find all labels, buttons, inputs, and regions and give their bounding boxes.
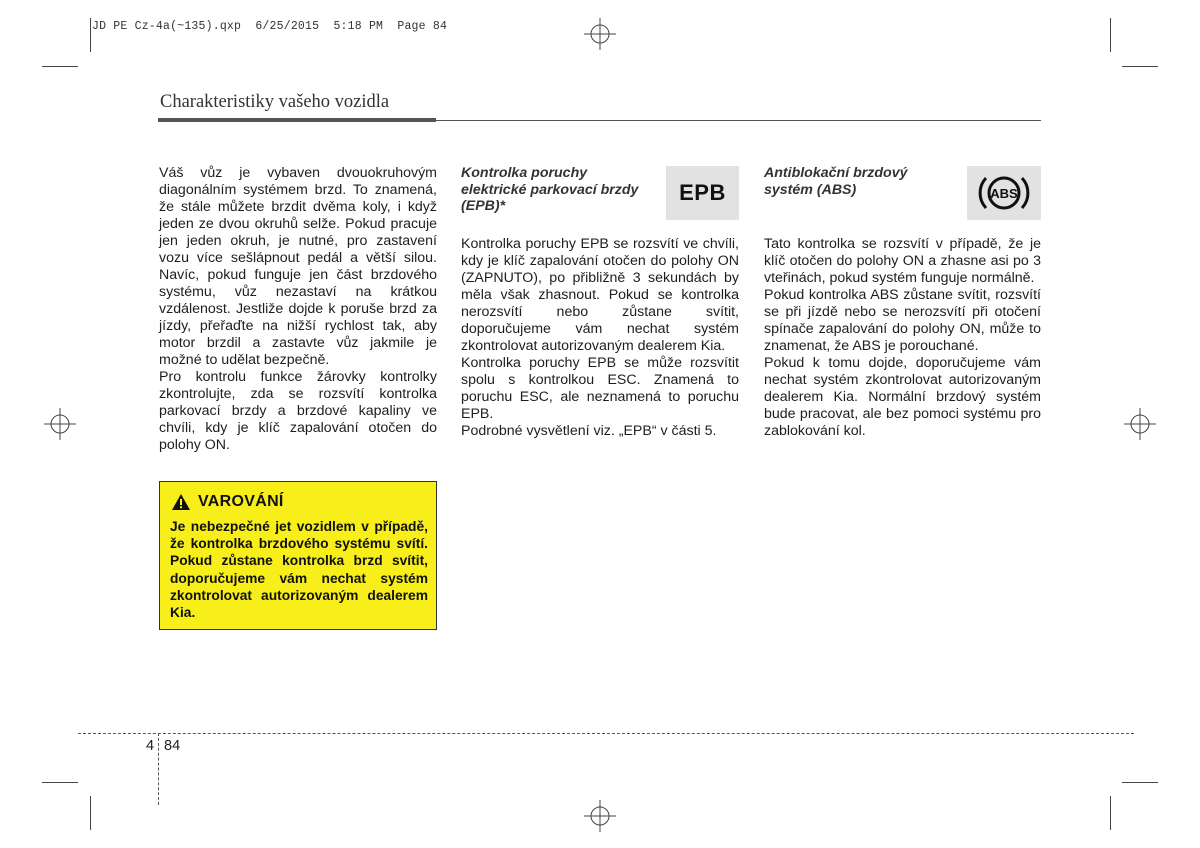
paragraph: Pro kontrolu funkce žárovky kontrolky zkontrolujte, zda se rozsvítí kontrolka parkovací brzdy a brzdové kapaliny ve chvíli, kdy je klíč zapalování otočen do polohy ON.	[159, 369, 437, 453]
registration-mark-icon	[44, 408, 76, 440]
paragraph: Váš vůz je vybaven dvouokruhovým diagonálním systémem brzd. To znamená, že stále můžete brzdit dvěma koly, i když jeden ze dvou okruhů selže. Pokud pracuje jen jeden okruh, je nutné, pro zastavení vozu více sešlápnout pedál a větší silou. Navíc, pokud funguje jen část brzdového systému, vůz nezastaví na krátkou vzdálenost. Jestliže dojde k poruše brzd za jízdy, přeřaďte na nižší rychlost tak, aby motor brzdil a zastavte vůz jakmile je možné to udělat bezpečně.	[159, 165, 437, 368]
abs-warning-light-icon	[974, 169, 1034, 217]
warning-title: VAROVÁNÍ	[198, 493, 284, 510]
body-column-1	[159, 165, 437, 454]
paragraph: Podrobné vysvětlení viz. „EPB“ v části 5.	[461, 423, 717, 439]
page-title: Charakteristiky vašeho vozidla	[160, 92, 390, 112]
epb-indicator-label: EPB	[679, 180, 726, 205]
section-title-epb: Kontrolka poruchy elektrické parkovací brzdy (EPB)*	[461, 165, 639, 214]
paragraph: Pokud kontrolka ABS zůstane svítit, rozsvítí se při jízdě nebo se nerozsvítí při otočení spínače zapalování do polohy ON, může to znamenat, že ABS je porouchané.	[764, 287, 1041, 354]
crop-mark	[1110, 796, 1111, 830]
registration-mark-icon	[1124, 408, 1156, 440]
section-title-abs: Antiblokační brzdový systém (ABS)	[764, 165, 908, 198]
title-rule	[436, 120, 1041, 121]
section-number: 4	[146, 738, 155, 754]
footer-rule	[78, 733, 1134, 734]
warning-text: Je nebezpečné jet vozidlem v případě, že kontrolka brzdového systému svítí. Pokud zůstane kontrolka brzd svítit, doporučujeme vám nechat systém zkontrolovat autorizovaným dealerem Kia.	[170, 519, 428, 621]
registration-mark-icon	[584, 800, 616, 832]
paragraph: Kontrolka poruchy EPB se rozsvítí ve chvíli, kdy je klíč zapalování otočen do polohy ON (ZAPNUTO), po přibližně 3 sekundách by měla však zhasnout. Pokud se kontrolka nerozsvítí nebo zůstane svítit, doporučujeme vám nechat systém zkontrolovat autorizovaným dealerem Kia.	[461, 236, 739, 354]
crop-mark	[1122, 66, 1158, 67]
crop-mark	[1110, 18, 1111, 52]
crop-mark	[90, 796, 91, 830]
paragraph: Tato kontrolka se rozsvítí v případě, že je klíč otočen do polohy ON a zhasne asi po 3 vteřinách, pokud systém funguje normálně.	[764, 236, 1041, 286]
print-slug: JD PE Cz-4a(~135).qxp 6/25/2015 5:18 PM Page 84	[92, 20, 448, 33]
title-rule	[158, 118, 436, 122]
crop-mark	[42, 782, 78, 783]
crop-mark	[42, 66, 78, 67]
abs-indicator-label: ABS	[990, 186, 1018, 201]
registration-mark-icon	[584, 18, 616, 50]
crop-mark	[1122, 782, 1158, 783]
page-number: 84	[164, 738, 181, 754]
paragraph: Pokud k tomu dojde, doporučujeme vám nechat systém zkontrolovat autorizovaným dealerem Kia. Normální brzdový systém bude pracovat, ale bez pomoci systému pro zablokování kol.	[764, 355, 1041, 439]
warning-triangle-icon	[172, 494, 190, 510]
paragraph: Kontrolka poruchy EPB se může rozsvítit spolu s kontrolkou ESC. Znamená to poruchu ESC, ale neznamená to poruchu EPB.	[461, 355, 739, 422]
epb-indicator-icon	[666, 166, 739, 220]
warning-header	[172, 493, 284, 511]
footer-divider	[158, 733, 159, 805]
abs-indicator-icon	[967, 166, 1041, 220]
body-column-2	[461, 236, 739, 440]
body-column-3	[764, 236, 1041, 440]
crop-mark	[90, 18, 91, 52]
warning-box	[159, 481, 437, 630]
